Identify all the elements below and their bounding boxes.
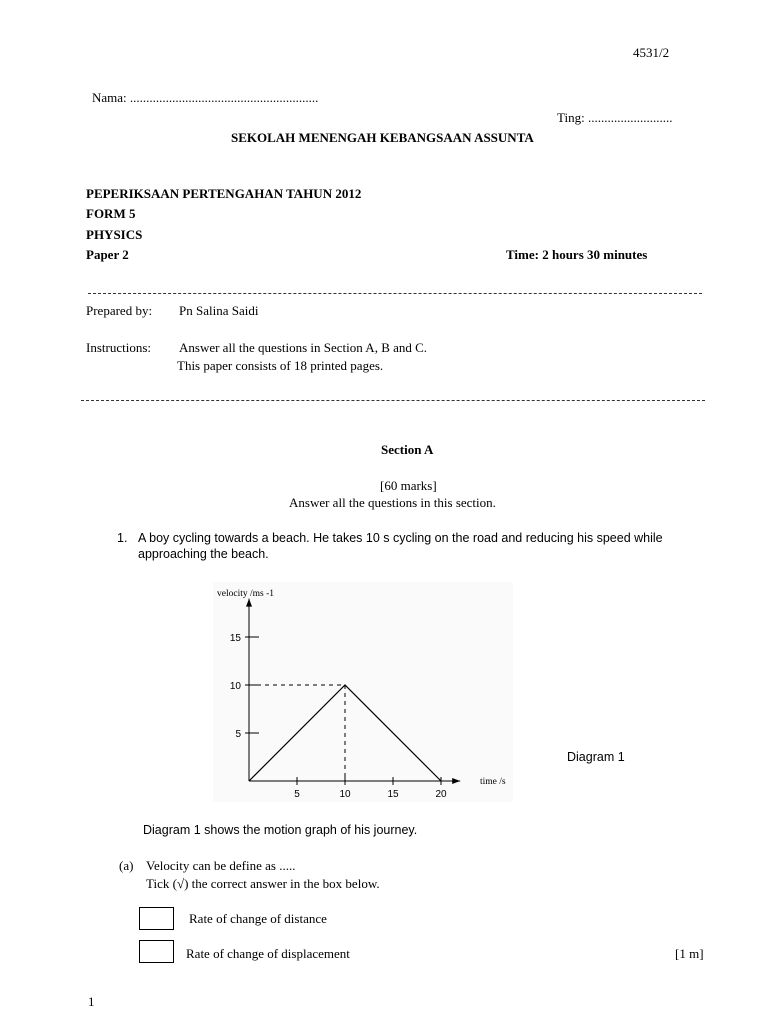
option-checkbox-displacement[interactable]	[139, 940, 174, 963]
x-tick-label: 5	[294, 789, 300, 800]
instructions-label: Instructions:	[86, 340, 151, 355]
y-tick-label: 5	[235, 729, 241, 740]
paper-number: Paper 2	[86, 247, 129, 262]
option-label-displacement: Rate of change of displacement	[186, 946, 350, 961]
x-axis-arrow	[452, 778, 460, 784]
marks-allocation: [1 m]	[675, 946, 704, 961]
section-instruction: Answer all the questions in this section.	[289, 495, 496, 510]
form-level: FORM 5	[86, 206, 136, 221]
name-field-label: Nama: ..........................................................	[92, 90, 319, 105]
exam-duration: Time: 2 hours 30 minutes	[506, 247, 648, 262]
x-tick-label: 10	[339, 789, 351, 800]
question-text-line-2: approaching the beach.	[138, 547, 269, 561]
instructions-line-1: Answer all the questions in Section A, B and C.	[179, 340, 428, 355]
question-number: 1.	[117, 531, 128, 545]
option-checkbox-distance[interactable]	[139, 907, 174, 930]
page-number: 1	[88, 994, 95, 1009]
part-a-text-line-2: Tick (√) the correct answer in the box below.	[146, 876, 380, 891]
x-axis-label: time /s	[480, 777, 506, 787]
paper-code: 4531/2	[633, 45, 670, 60]
y-tick-label: 15	[229, 633, 241, 644]
part-a-label: (a)	[119, 858, 134, 873]
x-tick-label: 15	[387, 789, 399, 800]
y-axis-label: velocity /ms -1	[217, 589, 274, 599]
y-axis-arrow	[246, 599, 252, 607]
instructions-line-2: This paper consists of 18 printed pages.	[177, 358, 384, 373]
section-marks: [60 marks]	[380, 478, 437, 493]
question-text-line-1: A boy cycling towards a beach. He takes 10 s cycling on the road and reducing his speed while	[138, 531, 663, 545]
motion-graph	[213, 582, 513, 802]
divider-top	[88, 293, 702, 294]
school-name: SEKOLAH MENENGAH KEBANGSAAN ASSUNTA	[231, 130, 534, 145]
diagram-caption: Diagram 1 shows the motion graph of his journey.	[143, 823, 418, 837]
divider-bottom	[81, 400, 705, 401]
x-tick-label: 20	[435, 789, 447, 800]
section-title: Section A	[381, 442, 434, 457]
prepared-by-label: Prepared by:	[86, 303, 153, 318]
option-label-distance: Rate of change of distance	[189, 911, 327, 926]
class-field-label: Ting: ..........................	[557, 110, 673, 125]
subject-name: PHYSICS	[86, 227, 143, 242]
part-a-text-line-1: Velocity can be define as .....	[146, 858, 296, 873]
y-tick-label: 10	[229, 681, 241, 692]
velocity-time-chart	[213, 582, 513, 802]
prepared-by-name: Pn Salina Saidi	[179, 303, 259, 318]
diagram-label: Diagram 1	[567, 750, 625, 764]
exam-title: PEPERIKSAAN PERTENGAHAN TAHUN 2012	[86, 186, 362, 201]
